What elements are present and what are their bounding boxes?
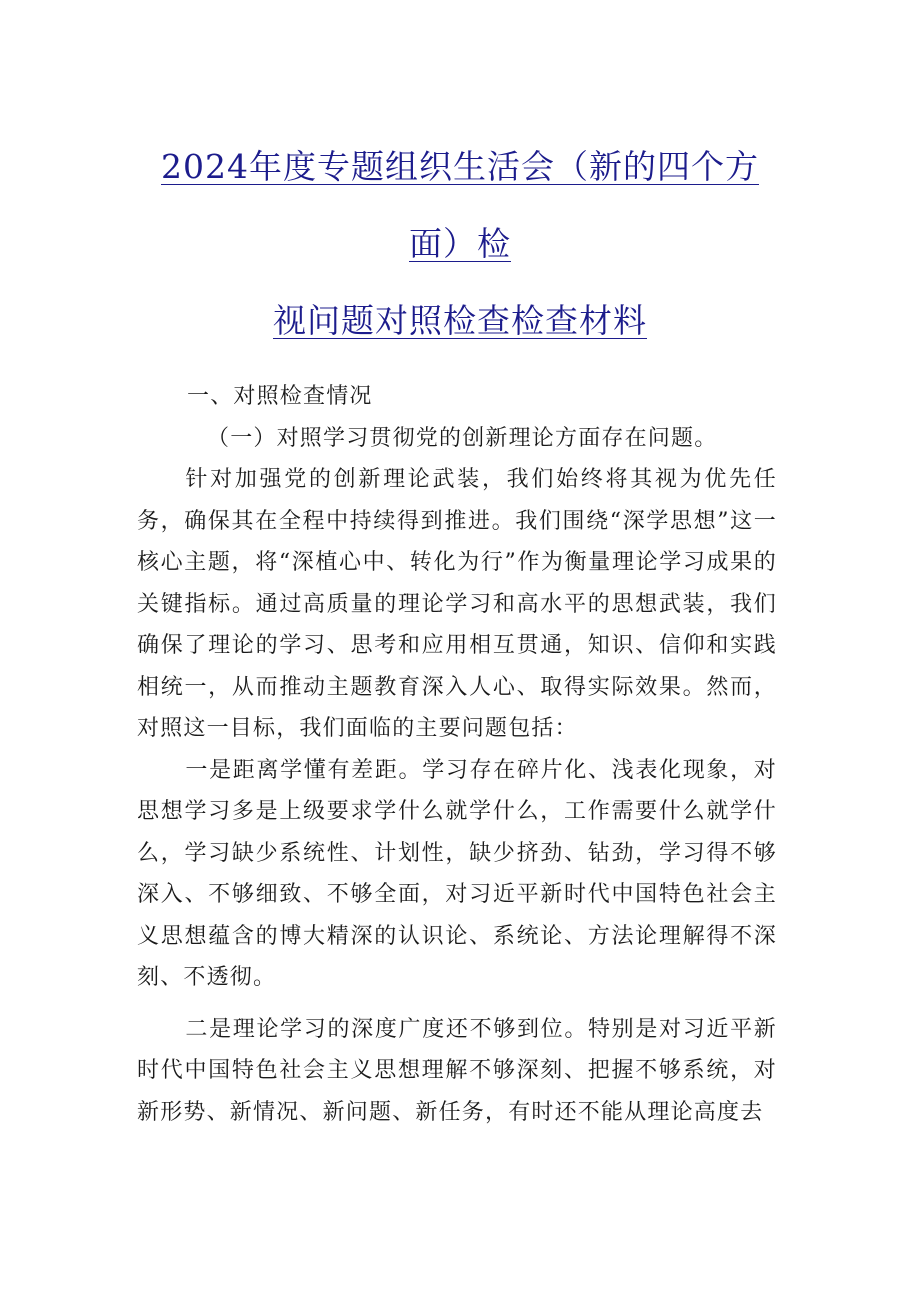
section-heading: 一、对照检查情况	[187, 384, 373, 409]
body-paragraph-intro: 针对加强党的创新理论武装，我们始终将其视为优先任务，确保其在全程中持续得到推进。我们围绕“深学思想”这一核心主题，将“深植心中、转化为行”作为衡量理论学习成果的关键指标。通过高质量的理论学习和高水平的思想武装，我们确保了理论的学习、思考和应用相互贯通，知识、信仰和实践相统一，从而推动主题教育深入人心、取得实际效果。然而，对照这一目标，我们面临的主要问题包括：	[137, 467, 777, 741]
title-line-3: 视问题对照检查检查材料	[273, 301, 647, 340]
title-line-2: 面）检	[409, 224, 511, 263]
body-paragraph-point-one: 一是距离学懂有差距。学习存在碎片化、浅表化现象，对思想学习多是上级要求学什么就学什么，工作需要什么就学什么，学习缺少系统性、计划性，缺少挤劲、钻劲，学习得不够深入、不够细致、不够全面，对习近平新时代中国特色社会主义思想蕴含的博大精深的认识论、系统论、方法论理解得不深刻、不透彻。	[137, 757, 777, 990]
document-title	[130, 128, 790, 359]
document-body	[137, 376, 777, 1133]
body-paragraph-point-two: 二是理论学习的深度广度还不够到位。特别是对习近平新时代中国特色社会主义思想理解不够深刻、把握不够系统，对新形势、新情况、新问题、新任务，有时还不能从理论高度去	[137, 1016, 777, 1125]
title-line-1: 2024年度专题组织生活会（新的四个方	[161, 147, 759, 186]
subsection-heading: （一）对照学习贯彻党的创新理论方面存在问题。	[207, 425, 718, 451]
